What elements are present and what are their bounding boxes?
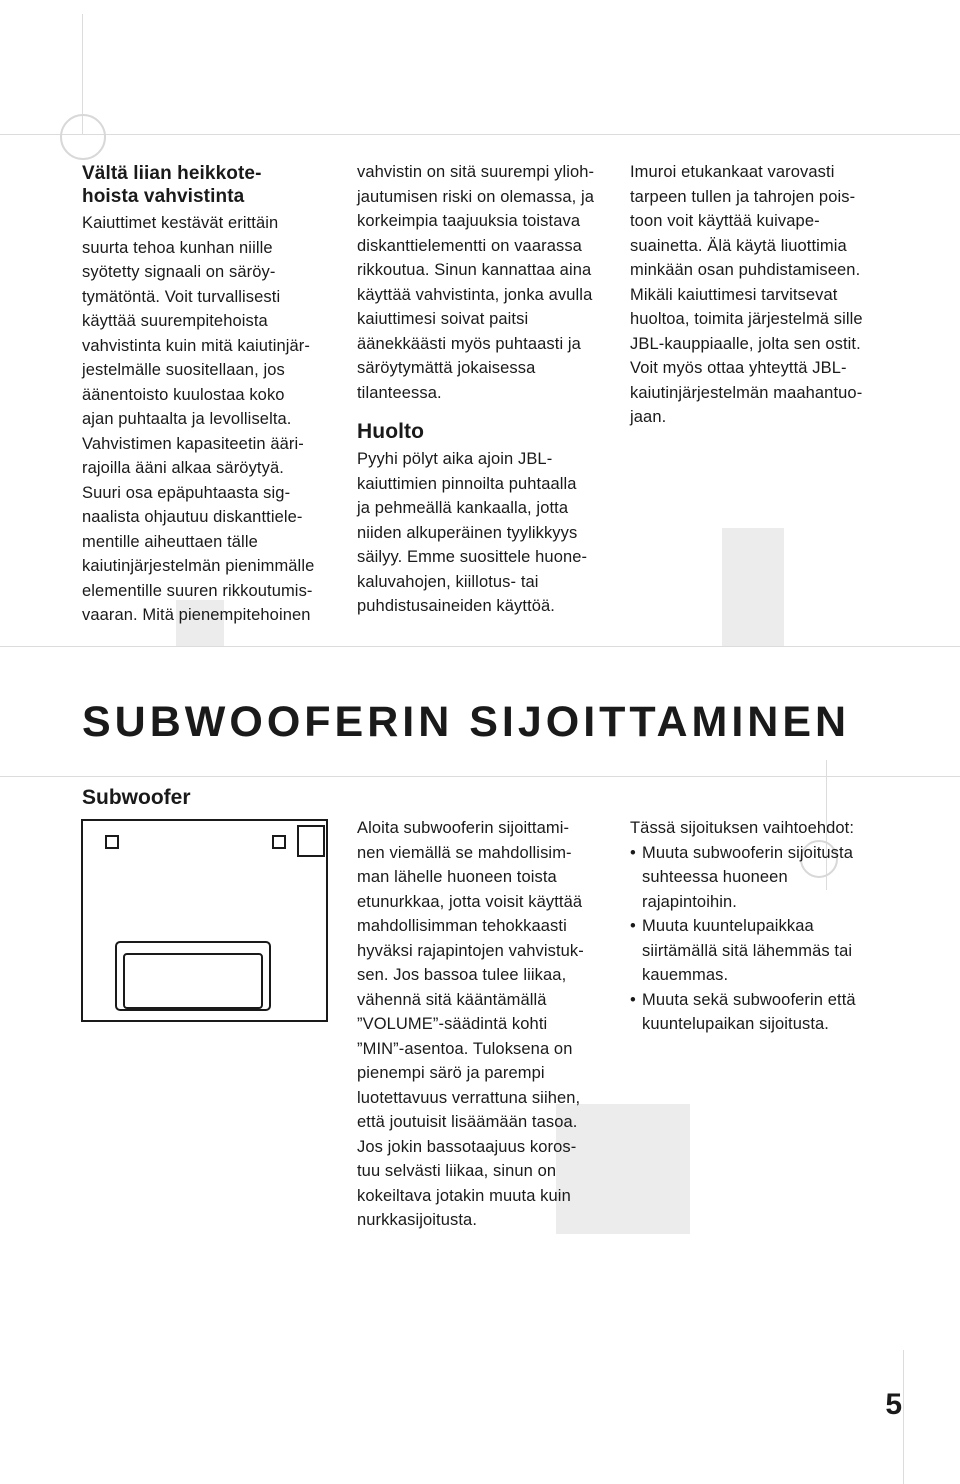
section-title: SUBWOOFERIN SIJOITTAMINEN bbox=[82, 698, 851, 746]
text-line: ”VOLUME”-säädintä kohti bbox=[357, 1015, 548, 1033]
text-line: tymätöntä. Voit turvallisesti bbox=[82, 287, 281, 306]
page-number: 5 bbox=[885, 1388, 902, 1421]
text-line: Imuroi etukankaat varovasti bbox=[630, 163, 835, 181]
text-line: nurkkasijoitusta. bbox=[357, 1211, 478, 1229]
text-line: kuuntelupaikan sijoitusta. bbox=[642, 1015, 829, 1033]
text-line: mahdollisimman tehokkaasti bbox=[357, 917, 567, 935]
care-heading: Huolto bbox=[357, 420, 425, 443]
text-line: toon voit käyttää kuivape- bbox=[630, 212, 820, 230]
text-line: niiden alkuperäinen tyylikkyys bbox=[357, 523, 578, 542]
text-line: vähennä sitä kääntämällä bbox=[357, 990, 547, 1009]
list-item bbox=[630, 988, 910, 1037]
text-line: korkeimpia taajuuksia toistava bbox=[357, 212, 581, 230]
room-outline bbox=[82, 820, 327, 1021]
text-line: Voit myös ottaa yhteyttä JBL- bbox=[630, 359, 847, 377]
text-line: suurta tehoa kunhan niille bbox=[82, 238, 273, 257]
options-column bbox=[630, 816, 910, 1037]
options-intro: Tässä sijoituksen vaihtoehdot: bbox=[630, 819, 855, 837]
heading-line: hoista vahvistinta bbox=[82, 186, 245, 207]
amplifier-text bbox=[82, 211, 342, 628]
text-line: naalista ohjautuu diskanttiele- bbox=[82, 508, 303, 526]
text-line: nen viemällä se mahdollisim- bbox=[357, 843, 572, 862]
text-line: puhdistusaineiden käyttöä. bbox=[357, 597, 555, 615]
text-line: • Muuta kuuntelupaikkaa bbox=[642, 917, 814, 935]
text-line: kokeiltava jotakin muuta kuin bbox=[357, 1186, 571, 1205]
text-line: kaiutinjärjestelmän pienimmälle bbox=[82, 557, 315, 575]
text-line: säilyy. Emme suosittele huone- bbox=[357, 548, 588, 566]
top-rule bbox=[0, 134, 960, 135]
text-line: että joutuisit lisäämään tasoa. bbox=[357, 1113, 578, 1131]
text-line: vaaran. Mitä pienempitehoinen bbox=[82, 606, 311, 624]
text-line: sen. Jos bassoa tulee liikaa, bbox=[357, 966, 567, 984]
text-line: ja pehmeällä kankaalla, jotta bbox=[357, 499, 569, 517]
text-line: suainetta. Älä käytä liuottimia bbox=[630, 236, 847, 255]
text-line: mentille aiheuttaen tälle bbox=[82, 532, 258, 551]
sofa-seat bbox=[124, 954, 262, 1008]
amplifier-column bbox=[82, 162, 342, 628]
text-line: hyväksi rajapintojen vahvistuk- bbox=[357, 941, 584, 960]
text-line: minkään osan puhdistamiseen. bbox=[630, 261, 861, 279]
text-line: käyttää suurempitehoista bbox=[82, 312, 268, 330]
text-line: Jos jokin bassotaajuus koros- bbox=[357, 1137, 577, 1156]
text-line: etunurkkaa, jotta voisit käyttää bbox=[357, 892, 583, 911]
sofa-outline bbox=[116, 942, 270, 1010]
vertical-guide bbox=[903, 1350, 904, 1484]
text-line: käyttää vahvistinta, jonka avulla bbox=[357, 285, 593, 304]
text-line: siirtämällä sitä lähemmäs tai bbox=[642, 941, 853, 960]
text-line: rikkoutua. Sinun kannattaa aina bbox=[357, 261, 592, 279]
decorative-block bbox=[722, 528, 784, 646]
text-line: elementille suuren rikkoutumis- bbox=[82, 581, 313, 600]
subwoofer-label: Subwoofer bbox=[82, 786, 191, 809]
text-line: ajan puhtaalta ja levolliselta. bbox=[82, 410, 292, 428]
text-line: äänentoisto kuulostaa koko bbox=[82, 385, 285, 404]
text-line: rajoilla ääni alkaa säröytyä. bbox=[82, 459, 284, 477]
placement-column bbox=[357, 816, 612, 1233]
text-line: kaiuttimesi soivat paitsi bbox=[357, 310, 529, 328]
text-line: Suuri osa epäpuhtaasta sig- bbox=[82, 483, 291, 502]
amplifier-heading bbox=[82, 162, 342, 208]
text-line: kaluvahojen, kiillotus- tai bbox=[357, 572, 539, 591]
text-line: ”MIN”-asentoa. Tuloksena on bbox=[357, 1039, 573, 1058]
text-line: pienempi särö ja parempi bbox=[357, 1064, 545, 1082]
section-divider-bottom bbox=[0, 776, 960, 777]
text-line: rajapintoihin. bbox=[642, 892, 737, 911]
care-continued-column bbox=[630, 160, 905, 430]
text-line: äänekkäästi myös puhtaasti ja bbox=[357, 334, 581, 353]
text-line: Aloita subwooferin sijoittami- bbox=[357, 819, 570, 837]
text-line: • Muuta sekä subwooferin että bbox=[642, 990, 856, 1009]
heading-line: Vältä liian heikkote- bbox=[82, 163, 262, 184]
text-line: • Muuta subwooferin sijoitusta bbox=[642, 843, 853, 862]
text-line: kauemmas. bbox=[642, 966, 729, 984]
amplifier-text-continued bbox=[357, 160, 622, 405]
text-line: Kaiuttimet kestävät erittäin bbox=[82, 214, 279, 232]
text-line: vahvistinta kuin mitä kaiutinjär- bbox=[82, 336, 310, 355]
room-placement-diagram bbox=[80, 818, 330, 1024]
text-line: tarpeen tullen ja tahrojen pois- bbox=[630, 187, 856, 206]
subwoofer-icon bbox=[298, 826, 324, 856]
text-line: jautumisen riski on olemassa, ja bbox=[357, 187, 595, 206]
options-list bbox=[630, 841, 910, 1037]
left-speaker-icon bbox=[106, 836, 118, 848]
text-line: luotettavuus verrattuna siihen, bbox=[357, 1088, 581, 1107]
text-line: syötetty signaali on säröy- bbox=[82, 263, 276, 281]
text-line: Vahvistimen kapasiteetin ääri- bbox=[82, 434, 304, 453]
text-line: Mikäli kaiuttimesi tarvitsevat bbox=[630, 285, 838, 304]
text-line: suhteessa huoneen bbox=[642, 868, 788, 886]
text-line: säröytymättä jokaisessa bbox=[357, 359, 536, 377]
registration-circle bbox=[60, 114, 106, 160]
text-line: kaiutinjärjestelmän maahantuo- bbox=[630, 383, 863, 402]
text-line: tilanteessa. bbox=[357, 383, 442, 402]
amplifier-continued-column bbox=[357, 160, 622, 619]
text-line: jaan. bbox=[630, 408, 667, 426]
text-line: vahvistin on sitä suurempi ylioh- bbox=[357, 163, 595, 181]
text-line: JBL-kauppiaalle, jolta sen ostit. bbox=[630, 334, 861, 353]
text-line: tuu selvästi liikaa, sinun on bbox=[357, 1162, 557, 1180]
care-text bbox=[357, 447, 622, 619]
list-item bbox=[630, 841, 910, 915]
text-line: jestelmälle suositellaan, jos bbox=[82, 361, 285, 379]
text-line: kaiuttimien pinnoilta puhtaalla bbox=[357, 474, 577, 493]
list-item bbox=[630, 914, 910, 988]
text-line: man lähelle huoneen toista bbox=[357, 868, 557, 886]
text-line: huoltoa, toimita järjestelmä sille bbox=[630, 310, 863, 328]
text-line: Pyyhi pölyt aika ajoin JBL- bbox=[357, 450, 553, 468]
right-speaker-icon bbox=[273, 836, 285, 848]
section-divider-top bbox=[0, 646, 960, 647]
text-line: diskanttielementti on vaarassa bbox=[357, 236, 582, 255]
